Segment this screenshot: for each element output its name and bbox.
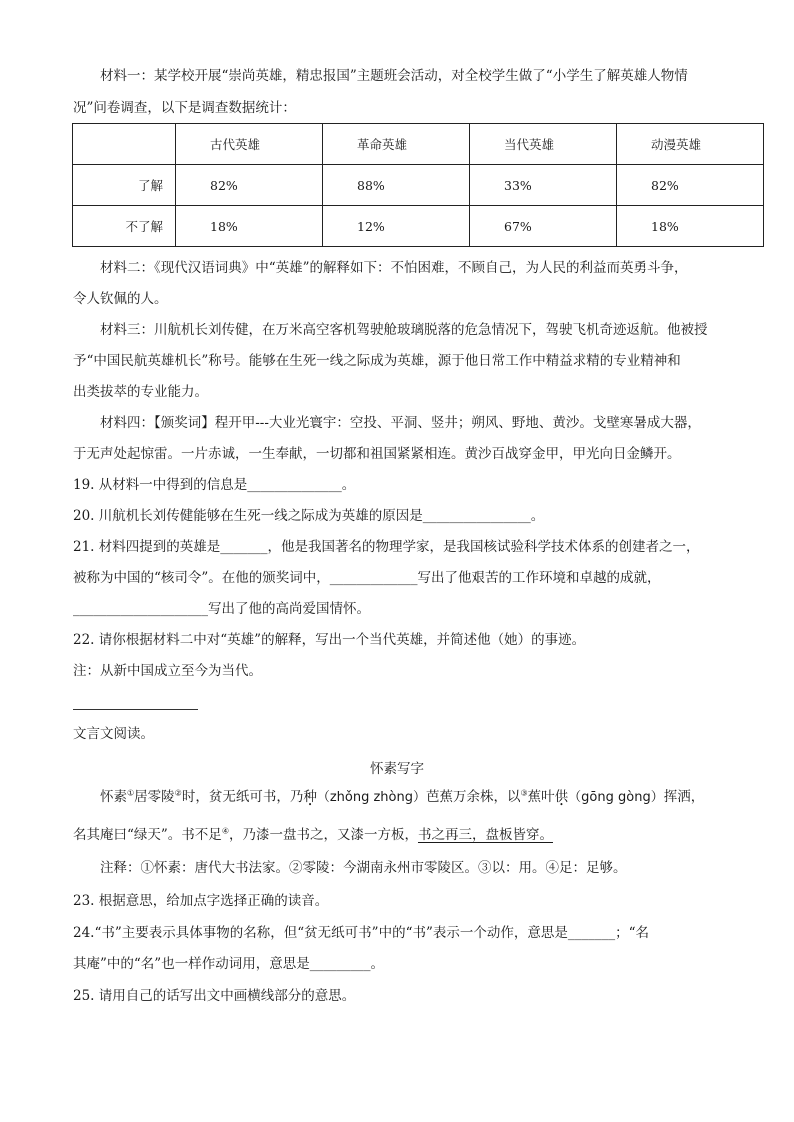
question-21-line2: 被称为中国的“核司令”。在他的颁奖词中，_____________写出了他艰苦的工作环境和卓越的成就， [73,570,661,586]
table-cell: 不了解 [73,206,176,247]
text-run: 芭蕉万余株，以 [426,789,521,805]
table-row [73,206,764,247]
text-run: 名其庵曰“绿天”。书不足 [73,827,222,843]
classical-paragraph-line2 [73,826,553,844]
underlined-sentence: 书之再三，盘板皆穿。 [417,827,553,843]
classical-annotation: 注释：①怀素：唐代大书法家。②零陵：今湖南永州市零陵区。③以：用。④足：足够。 [100,860,627,876]
material4-line2: 于无声处起惊雷。一片赤诚，一生奉献，一切都和祖国紧紧相连。黄沙百战穿金甲，甲光向日金鳞开。 [73,446,681,462]
text-run: 挥洒， [663,789,705,805]
question-25: 25. 请用自己的话写出文中画横线部分的意思。 [73,988,356,1004]
table-cell: 67% [470,206,617,247]
dotted-character: 种 [303,789,317,805]
table-header-row [73,124,764,165]
question-21-line1: 21. 材料四提到的英雄是_______，他是我国著名的物理学家，是我国核试验科学技术体系的创建者之一， [73,539,700,555]
text-run: 怀素 [100,789,127,805]
table-row [73,165,764,206]
table-cell: 12% [323,206,470,247]
text-run: 蕉叶 [527,789,555,805]
material2-line1: 材料二：《现代汉语词典》中“英雄”的解释如下：不怕困难，不顾自己，为人民的利益而英勇斗争， [100,260,688,276]
separator-line [73,709,198,710]
table-cell: 18% [617,206,764,247]
table-cell: 了解 [73,165,176,206]
table-cell: 82% [617,165,764,206]
note: 注：从新中国成立至今为当代。 [73,663,262,679]
table-cell: 88% [323,165,470,206]
question-19: 19. 从材料一中得到的信息是______________。 [73,477,356,493]
material1-line2: 况”问卷调查，以下是调查数据统计： [73,100,296,116]
text-run: ，乃漆一盘书之，又漆一方板， [228,827,418,843]
dotted-character: 供 [554,789,569,805]
question-20: 20. 川航机长刘传健能够在生死一线之际成为英雄的原因是________________。 [73,508,545,524]
table-header-cell: 当代英雄 [470,124,617,165]
table-header-cell: 革命英雄 [323,124,470,165]
question-22: 22. 请你根据材料二中对“英雄”的解释，写出一个当代英雄，并简述他（她）的事迹。 [73,632,586,648]
question-24-line1: 24.“书”主要表示具体事物的名称，但“贫无纸可书”中的“书”表示一个动作，意思是_______；“名 [73,925,650,941]
text-run: 时，贫无纸可书，乃 [181,789,304,805]
footnote-marker: ④ [221,826,229,836]
footnote-marker: ② [174,788,182,798]
material3-line2: 予“中国民航英雄机长”称号。能够在生死一线之际成为英雄，源于他日常工作中精益求精的专业精神和 [73,353,681,369]
section-heading: 文言文阅读。 [73,726,154,742]
material4-line1: 材料四：【颁奖词】程开甲---大业光寰宇：空投、平洞、竖井；朔风、野地、黄沙。戈壁寒暑成大器， [100,415,701,431]
material3-line1: 材料三：川航机长刘传健，在万米高空客机驾驶舱玻璃脱落的危急情况下，驾驶飞机奇迹返航。他被授 [100,322,708,338]
question-24-line2: 其庵”中的“名”也一样作动词用，意思是_________。 [73,956,384,972]
footnote-marker: ③ [520,788,528,798]
table-cell: 18% [176,206,323,247]
material2-line2: 令人钦佩的人。 [73,291,168,307]
table-header-cell: 古代英雄 [176,124,323,165]
question-23: 23. 根据意思，给加点字选择正确的读音。 [73,893,329,909]
footnote-marker: ① [127,788,135,798]
pinyin-options: （zhǒng zhòng） [316,790,426,805]
survey-table [72,123,764,247]
text-run: 居零陵 [134,789,175,805]
table-cell: 82% [176,165,323,206]
classical-title: 怀素写字 [370,761,424,777]
table-header-cell [73,124,176,165]
material3-line3: 出类拔萃的专业能力。 [73,384,208,400]
table-header-cell: 动漫英雄 [617,124,764,165]
material1-line1: 材料一：某学校开展“崇尚英雄，精忠报国”主题班会活动，对全校学生做了“小学生了解英雄人物情 [100,68,688,84]
pinyin-options: （gōng gòng） [568,790,664,805]
table-cell: 33% [470,165,617,206]
classical-paragraph-line1 [100,788,704,807]
question-21-line3: ____________________写出了他的高尚爱国情怀。 [73,601,370,617]
